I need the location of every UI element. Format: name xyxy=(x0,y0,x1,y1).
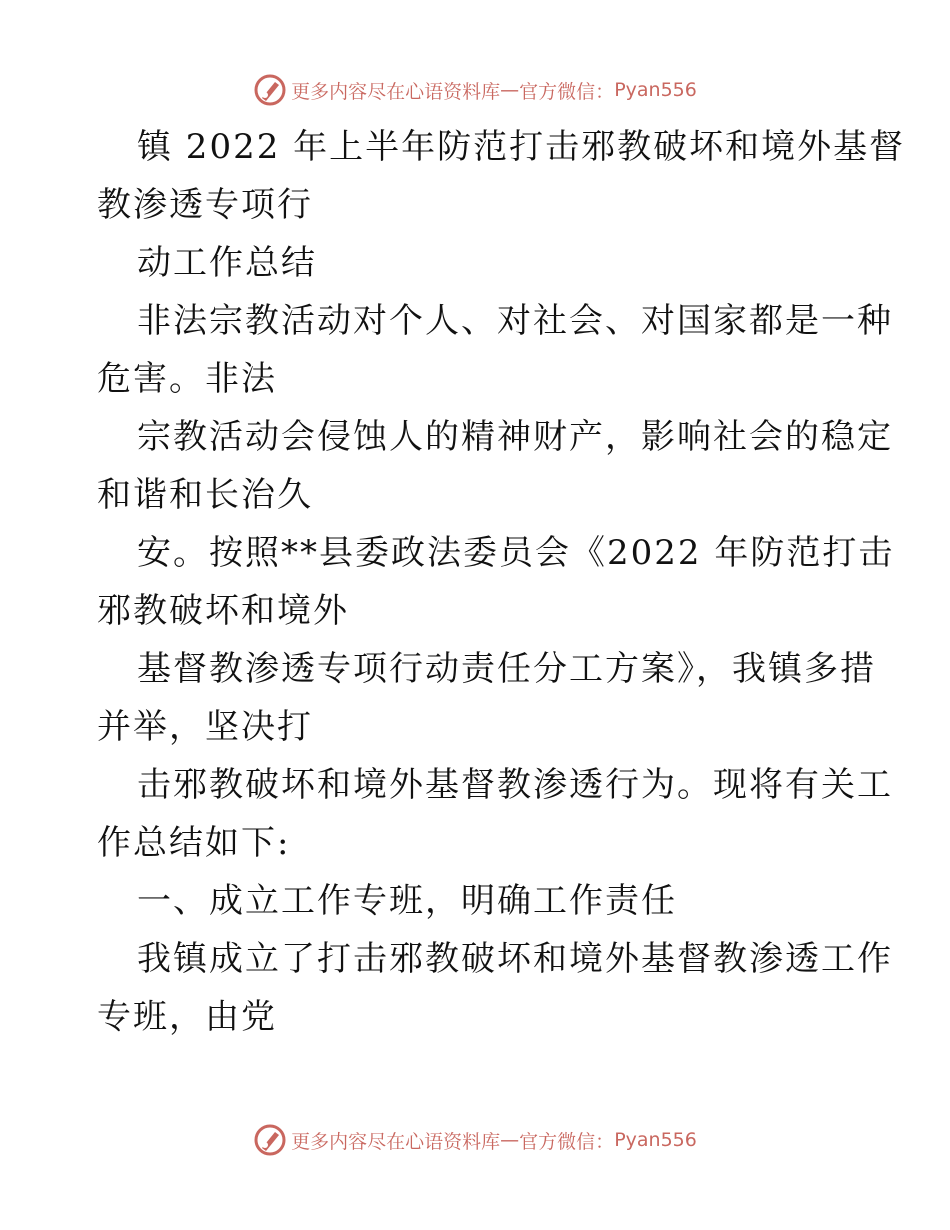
doc-line: 危害。非法 xyxy=(97,359,277,399)
doc-line: 基督教渗透专项行动责任分工方案》，我镇多措 xyxy=(137,649,876,689)
footer-watermark xyxy=(0,1120,950,1160)
doc-line: 镇 2022 年上半年防范打击邪教破坏和境外基督 xyxy=(137,127,906,167)
doc-line: 我镇成立了打击邪教破坏和境外基督教渗透工作 xyxy=(137,939,893,979)
pen-circle-logo-icon xyxy=(253,73,287,107)
watermark-separator: — xyxy=(500,79,520,101)
watermark-separator: — xyxy=(500,1129,520,1151)
watermark-wechat-id: Pyan556 xyxy=(614,79,697,101)
doc-line: 宗教活动会侵蚀人的精神财产，影响社会的稳定 xyxy=(137,417,893,457)
doc-line: 邪教破坏和境外 xyxy=(97,591,349,631)
doc-line: 和谐和长治久 xyxy=(97,475,313,515)
watermark-wechat-id: Pyan556 xyxy=(614,1129,697,1151)
document-body xyxy=(97,118,906,1046)
doc-line: 教渗透专项行 xyxy=(97,185,313,225)
doc-line: 击邪教破坏和境外基督教渗透行为。现将有关工 xyxy=(137,765,893,805)
pen-circle-logo-icon xyxy=(253,1123,287,1157)
doc-line: 动工作总结 xyxy=(137,243,317,283)
watermark-text: 更多内容尽在心语资料库 xyxy=(291,80,501,103)
doc-line: 并举，坚决打 xyxy=(97,707,313,747)
header-watermark xyxy=(0,70,950,110)
doc-line: 作总结如下: xyxy=(97,823,291,863)
watermark-text: 更多内容尽在心语资料库 xyxy=(291,1130,501,1153)
doc-line: 一、成立工作专班，明确工作责任 xyxy=(137,881,677,921)
doc-line: 安。按照**县委政法委员会《2022 年防范打击 xyxy=(137,533,895,573)
watermark-wechat-label: 官方微信： xyxy=(519,1130,615,1153)
doc-line: 专班，由党 xyxy=(97,997,277,1037)
doc-line: 非法宗教活动对个人、对社会、对国家都是一种 xyxy=(137,301,893,341)
watermark-wechat-label: 官方微信： xyxy=(519,80,615,103)
